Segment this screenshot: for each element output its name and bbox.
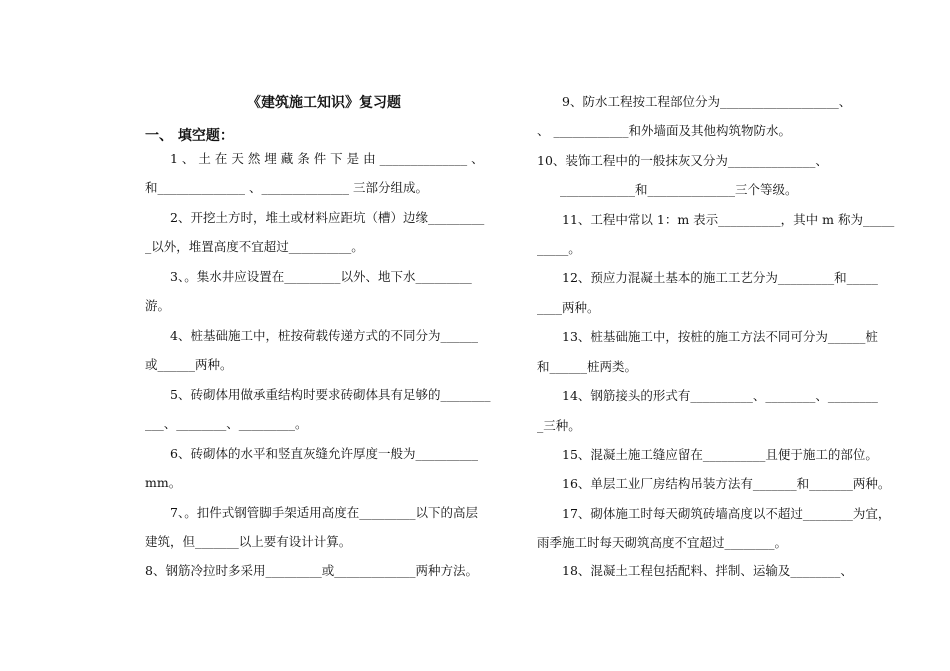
question-line: 17、砌体施工时每天砌筑砖墙高度以不超过________为宜， — [562, 506, 891, 521]
question-line: 和______________ 、______________ 三部分组成。 — [145, 180, 428, 195]
document-title: 《建筑施工知识》复习题 — [247, 95, 401, 111]
question-line: ____________和______________三个等级。 — [560, 182, 798, 197]
question-line: 1 、 土 在 天 然 埋 藏 条 件 下 是 由 ______________ 、 — [170, 151, 484, 166]
question-line: 或______两种。 — [145, 357, 233, 372]
question-line: 14、钢筋接头的形式有__________、________、________ — [562, 388, 878, 403]
question-line: _以外，堆置高度不宜超过__________。 — [145, 239, 364, 254]
question-line: 9、防水工程按工程部位分为___________________、 — [562, 94, 852, 109]
question-line: 15、混凝土施工缝应留在__________且便于施工的部位。 — [562, 447, 878, 462]
question-line: 、 ____________和外墙面及其他构筑物防水。 — [537, 123, 791, 138]
question-line: 4、桩基础施工中，桩按荷载传递方式的不同分为______ — [170, 328, 478, 343]
question-line: 12、预应力混凝土基本的施工工艺分为_________和_____ — [562, 270, 878, 285]
question-line: 3、。集水井应设置在_________以外、地下水_________ — [170, 269, 472, 284]
question-line: 建筑，但_______以上要有设计计算。 — [145, 534, 352, 549]
question-line: 雨季施工时每天砌筑高度不宜超过________。 — [537, 535, 788, 550]
question-line: 5、砖砌体用做承重结构时要求砖砌体具有足够的________ — [170, 387, 491, 402]
question-line: 和______桩两类。 — [537, 359, 638, 374]
question-line: 11、工程中常以 1：m 表示__________，其中 m 称为_____ — [562, 212, 895, 227]
question-line: _三种。 — [537, 418, 581, 433]
question-line: 10、装饰工程中的一般抹灰又分为______________、 — [537, 153, 828, 168]
question-line: _____。 — [537, 241, 581, 256]
question-line: 18、混凝土工程包括配料、拌制、运输及________、 — [562, 563, 853, 578]
question-line: mm。 — [145, 475, 182, 490]
question-line: ____两种。 — [537, 300, 600, 315]
question-line: 2、开挖土方时，堆土或材料应距坑（槽）边缘_________ — [170, 210, 485, 225]
question-line: 6、砖砌体的水平和竖直灰缝允许厚度一般为__________ — [170, 446, 478, 461]
question-line: 7、。扣件式钢管脚手架适用高度在_________以下的高层 — [170, 505, 478, 520]
question-line: 8、钢筋冷拉时多采用_________或_____________两种方法。 — [145, 563, 478, 578]
section-heading: 一、 填空题： — [145, 128, 234, 144]
question-line: 16、单层工业厂房结构吊装方法有_______和_______两种。 — [562, 476, 891, 491]
question-line: 13、桩基础施工中，按桩的施工方法不同可分为______桩 — [562, 329, 878, 344]
question-line: ___、________、_________。 — [145, 416, 308, 431]
question-line: 游。 — [145, 298, 171, 313]
